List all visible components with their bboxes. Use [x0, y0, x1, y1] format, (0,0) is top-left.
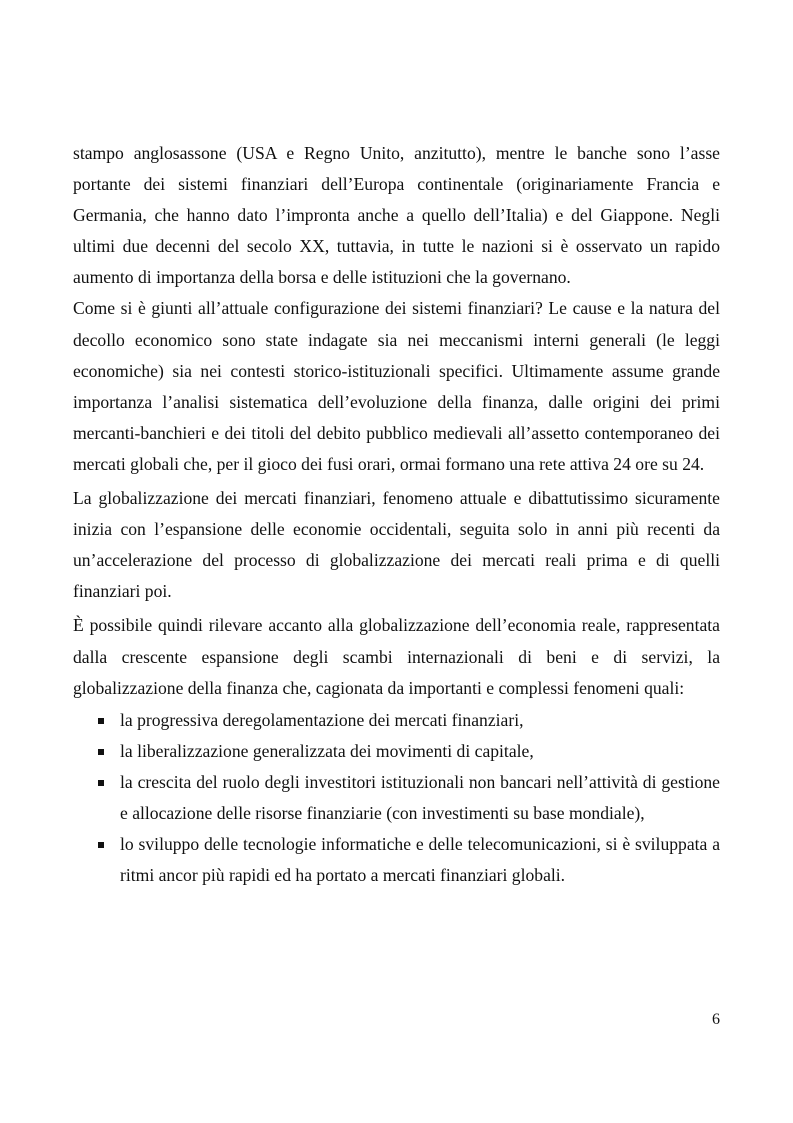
list-item-text: la progressiva deregolamentazione dei mercati finanziari,	[120, 709, 524, 730]
list-item	[73, 767, 720, 829]
list-item-text: la crescita del ruolo degli investitori istituzionali non bancari nell’attività di gestione e allocazione delle risorse finanziarie (con investimenti su base mondiale),	[120, 771, 720, 823]
bullet-list	[73, 705, 720, 892]
list-item-text: la liberalizzazione generalizzata dei movimenti di capitale,	[120, 740, 534, 761]
list-item-text: lo sviluppo delle tecnologie informatiche e delle telecomunicazioni, si è sviluppata a ritmi ancor più rapidi ed ha portato a mercati finanziari globali.	[120, 834, 720, 886]
paragraph-1: stampo anglosassone (USA e Regno Unito, anzitutto), mentre le banche sono l’asse portante dei sistemi finanziari dell’Europa continentale (originariamente Francia e Germania, che hanno dato l’impronta anche a quello dell’Italia) e del Giappone. Negli ultimi due decenni del secolo XX, tuttavia, in tutte le nazioni si è osservato un rapido aumento di importanza della borsa e delle istituzioni che la governano.	[73, 143, 720, 288]
paragraph-2: Come si è giunti all’attuale configurazione dei sistemi finanziari? Le cause e la natura del decollo economico sono state indagate sia nei meccanismi interni generali (le leggi economiche) sia nei contesti storico-istituzionali specifici. Ultimamente assume grande importanza l’analisi sistematica dell’evoluzione della finanza, dalle origini dei primi mercanti-banchieri e dei titoli del debito pubblico medievali all’assetto contemporaneo dei mercati globali che, per il gioco dei fusi orari, ormai formano una rete attiva 24 ore su 24.	[73, 298, 720, 474]
square-bullet-icon	[98, 718, 104, 724]
list-item	[73, 705, 720, 736]
list-item	[73, 736, 720, 767]
page-number: 6	[712, 1011, 720, 1028]
square-bullet-icon	[98, 749, 104, 755]
paragraph-4: È possibile quindi rilevare accanto alla globalizzazione dell’economia reale, rappresentata dalla crescente espansione degli scambi internazionali di beni e di servizi, la globalizzazione della finanza che, cagionata da importanti e complessi fenomeni quali:	[73, 615, 720, 698]
paragraph-3: La globalizzazione dei mercati finanziari, fenomeno attuale e dibattutissimo sicuramente inizia con l’espansione delle economie occidentali, seguita solo in anni più recenti da un’accelerazione del processo di globalizzazione dei mercati reali prima e di quelli finanziari poi.	[73, 488, 720, 602]
square-bullet-icon	[98, 780, 104, 786]
list-item	[73, 829, 720, 891]
body-text	[73, 138, 720, 891]
square-bullet-icon	[98, 842, 104, 848]
